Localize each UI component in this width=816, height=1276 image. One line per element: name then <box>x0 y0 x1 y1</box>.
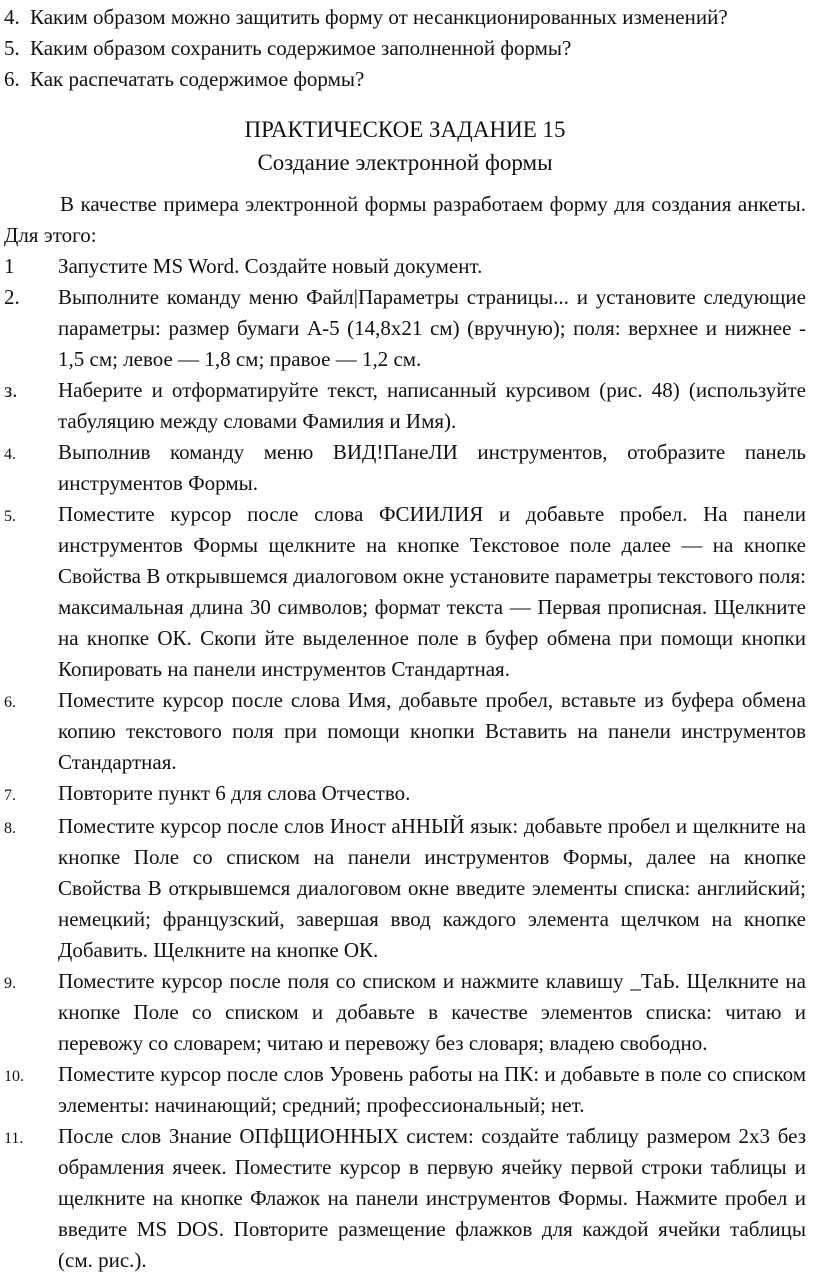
list-item <box>4 685 806 778</box>
step-number: 8. <box>4 820 16 837</box>
steps-list <box>4 251 806 1276</box>
step-text: Выполните команду меню Файл|Параметры страницы... и установите следующие параметры: размер бумаги А-5 (14,8x21 см) (вручную); поля: верхнее и нижнее - 1,5 см; левое — 1,8 см; правое — 1,2 см. <box>58 285 806 371</box>
question-number: 6. <box>4 67 20 91</box>
list-item <box>4 1059 806 1121</box>
question-number: 5. <box>4 36 20 60</box>
question-item <box>4 2 806 33</box>
step-number: 1 <box>4 254 15 278</box>
step-number: 6. <box>4 694 16 711</box>
step-number: з. <box>4 378 18 402</box>
intro-paragraph: В качестве примера электронной формы разработаем форму для создания анкеты. Для этого: <box>4 192 806 247</box>
list-item <box>4 499 806 685</box>
list-item <box>4 251 806 282</box>
step-number: 11. <box>4 1130 24 1147</box>
question-number: 4. <box>4 5 20 29</box>
question-text: Как распечатать содержимое формы? <box>30 67 365 91</box>
step-text: Выполнив команду меню ВИД!ПанеЛИ инструментов, отобразите панель инструментов Формы. <box>58 440 806 495</box>
question-item <box>4 33 806 64</box>
step-number: 4. <box>4 446 16 463</box>
step-text: Повторите пункт 6 для слова Отчество. <box>58 781 411 805</box>
step-text: Поместите курсор после слов Иност аННЫЙ язык: добавьте пробел и щелкните на кнопке Поле со списком на панели инструментов Формы, далее на кнопке Свойства В открывшемся диалоговом окне введите элементы списка: английский; немецкий; французский, завершая ввод каждого элемента щелчком на кнопке Добавить. Щелкните на кнопке ОК. <box>58 814 806 962</box>
step-number: 7. <box>4 787 16 804</box>
list-item <box>4 966 806 1059</box>
list-item <box>4 375 806 437</box>
question-list <box>4 2 806 95</box>
step-number: 9. <box>4 975 16 992</box>
step-text: Поместите курсор после поля со списком и нажмите клавишу _ТаЬ. Щелкните на кнопке Поле со списком и добавьте в качестве элементов списка: читаю и перевожу со словарем; читаю и перевожу без словаря; владею свободно. <box>58 969 806 1055</box>
step-text: После слов Знание ОПфЩИОННЫХ систем: создайте таблицу размером 2x3 без обрамления ячеек. Поместите курсор в первую ячейку первой строки таблицы и щелкните на кнопке Флажок на панели инструментов Формы. Нажмите пробел и введите MS DOS. Повторите размещение флажков для каждой ячейки таблицы (см. рис.). <box>58 1124 806 1272</box>
list-item <box>4 282 806 375</box>
step-text: Поместите курсор после слова ФСИИЛИЯ и добавьте пробел. На панели инструментов Формы щелкните на кнопке Текстовое поле далее — на кнопке Свойства В открывшемся диалоговом окне установите параметры текстового поля: максимальная длина 30 символов; формат текста — Первая прописная. Щелкните на кнопке ОК. Скопи йте выделенное поле в буфер обмена при помощи кнопки Копировать на панели инструментов Стандартная. <box>58 502 806 681</box>
list-item <box>4 778 806 811</box>
step-number: 2. <box>4 285 20 309</box>
step-text: Наберите и отформатируйте текст, написанный курсивом (рис. 48) (используйте табуляцию между словами Фамилия и Имя). <box>58 378 806 433</box>
list-item <box>4 811 806 966</box>
step-text: Поместите курсор после слов Уровень работы на ПК: и добавьте в поле со списком элементы: начинающий; средний; профессиональный; нет. <box>58 1062 806 1117</box>
step-number: 10. <box>4 1068 24 1085</box>
section-subtitle: Создание электронной формы <box>257 150 553 175</box>
step-text: Поместите курсор после слова Имя, добавьте пробел, вставьте из буфера обмена копию текстового поля при помощи кнопки Вставить на панели инструментов Стандартная. <box>58 688 806 774</box>
question-text: Каким образом можно защитить форму от несанкционированных изменений? <box>30 5 728 29</box>
question-text: Каким образом сохранить содержимое заполненной формы? <box>30 36 572 60</box>
list-item <box>4 437 806 499</box>
question-item <box>4 64 806 95</box>
section-header <box>4 113 806 179</box>
section-title: ПРАКТИЧЕСКОЕ ЗАДАНИЕ 15 <box>244 117 566 142</box>
list-item <box>4 1121 806 1276</box>
step-text: Запустите MS Word. Создайте новый документ. <box>58 254 483 278</box>
step-number: 5. <box>4 508 16 525</box>
